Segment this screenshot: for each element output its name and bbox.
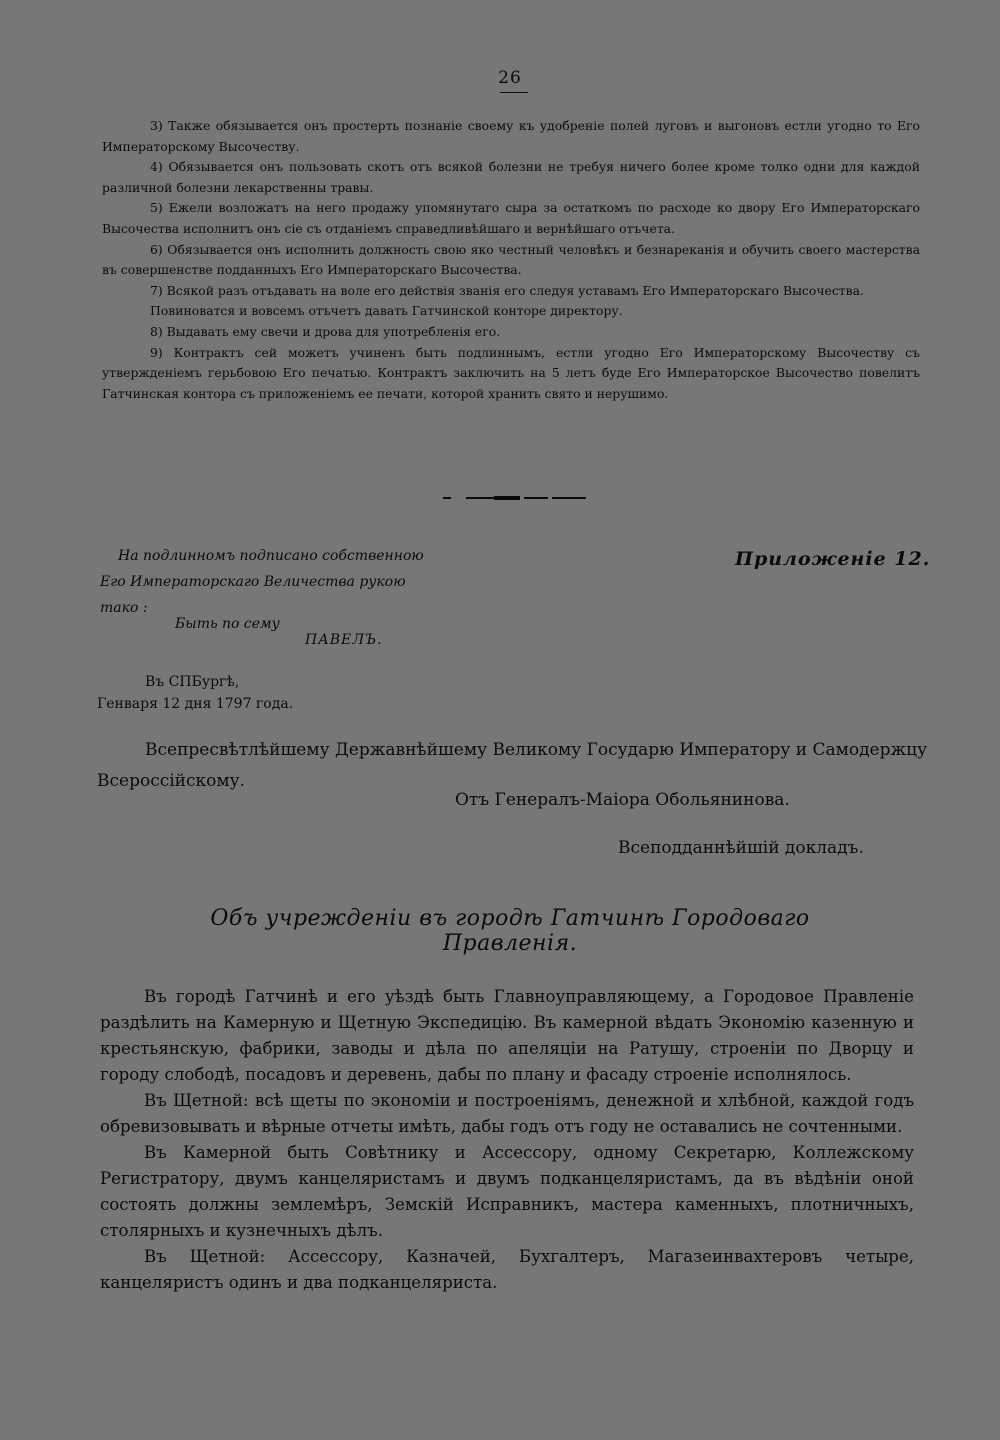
clause-4: 4) Обязывается онъ пользовать скотъ отъ всякой болезни не требуя ничего более кроме толко одни для каждой различной болезни лекарственны травы. [102,159,920,195]
contract-clauses [102,116,920,404]
clause-3: 3) Также обязывается онъ простерть познаніе своему къ удобреніе полей луговъ и выгоновъ естли угодно то Его Императорскому Высочеству. [102,118,920,154]
clause-9: 9) Контрактъ сей можетъ учиненъ быть подлиннымъ, естли угодно Его Императорскому Высочеству съ утвержденіемъ герьбовою Его печатью. Контрактъ заключить на 5 летъ буде Его Императорское Высочество повелитъ Гатчинская контора съ приложеніемъ ее печати, которой хранить свято и нерушимо. [102,344,920,401]
clause-6: 6) Обязывается онъ исполнить должность свою яко честный человѣкъ и безнареканія и обучить своего мастерства въ совершенстве подданныхъ Его Императорскаго Высочества. [102,241,920,278]
address-from: Отъ Генералъ-Маіора Обольянинова. [455,790,790,810]
main-text [100,984,914,1296]
paragraph: Въ городѣ Гатчинѣ и его уѣздѣ быть Главноуправляющему, а Городовое Правленіе раздѣлить на Камерную и Щетную Экспедицію. Въ камерной вѣдать Экономію казенную и крестьянскую, фабрики, заводы и дѣла по апеляціи на Ратушу, строеніи по Дворцу и городу слободѣ, посадовъ и деревень, дабы по плану и фасаду строеніе исполнялось. [100,987,914,1084]
clause-5: 5) Ежели возложатъ на него продажу упомянутаго сыра за остаткомъ по расходе ко двору Его Императорскаго Высочества исполнитъ онъ сіе съ отданіемъ справедливѣйшаго и вернѣйшаго отъчета. [102,200,920,236]
page-number-rule [500,92,528,93]
endorsement-line-1: На подлинномъ подписано собственною [118,548,424,564]
address-line-2: Всероссійскому. [97,771,246,791]
report-label: Всеподданнѣйшій докладъ. [618,838,864,858]
address-line-1: Всепресвѣтлѣйшему Державнѣйшему Великому Государю Императору и Самодержцу [145,740,928,760]
imperial-signature: ПАВЕЛЪ. [305,632,383,648]
paragraph: Въ Щетной: всѣ щеты по экономіи и построеніямъ, денежной и хлѣбной, каждой годъ обревизовывать и вѣрные отчеты имѣть, дабы годъ отъ году не оставались не сочтенными. [100,1091,914,1136]
document-title: Объ учрежденіи въ городѣ Гатчинѣ Городоваго Правленія. [210,906,810,956]
endorsement-line-2: Его Императорскаго Величества рукою [100,574,406,590]
paragraph: Въ Камерной быть Совѣтнику и Ассессору, одному Секретарю, Коллежскому Регистратору, двумъ канцеляристамъ и двумъ подканцеляристамъ, да въ вѣдѣніи оной состоять должны землемѣръ, Земскій Исправникъ, мастера каменныхъ, плотничныхъ, столярныхъ и кузнечныхъ дѣлъ. [100,1143,914,1240]
clause-obedience: Повиноватся и вовсемъ отъчетъ давать Гатчинской конторе директору. [150,303,623,319]
endorsement-line-4: Быть по сему [175,616,280,632]
clause-7: 7) Всякой разъ отъдавать на воле его действія званія его следуя уставамъ Его Императорскаго Высочества. [150,282,864,298]
clause-8: 8) Выдавать ему свечи и дрова для употребленія его. [150,323,501,339]
page-number: 26 [498,68,522,88]
endorsement-line-3: тако : [100,600,148,616]
paragraph: Въ Щетной: Ассессору, Казначей, Бухгалтеръ, Магазеинвахтеровъ четыре, канцеляристъ одинъ и два подканцеляриста. [100,1247,914,1292]
appendix-label: Приложеніе 12. [735,548,931,570]
date: Генваря 12 дня 1797 года. [97,696,294,712]
place: Въ СПБургѣ, [145,674,240,690]
